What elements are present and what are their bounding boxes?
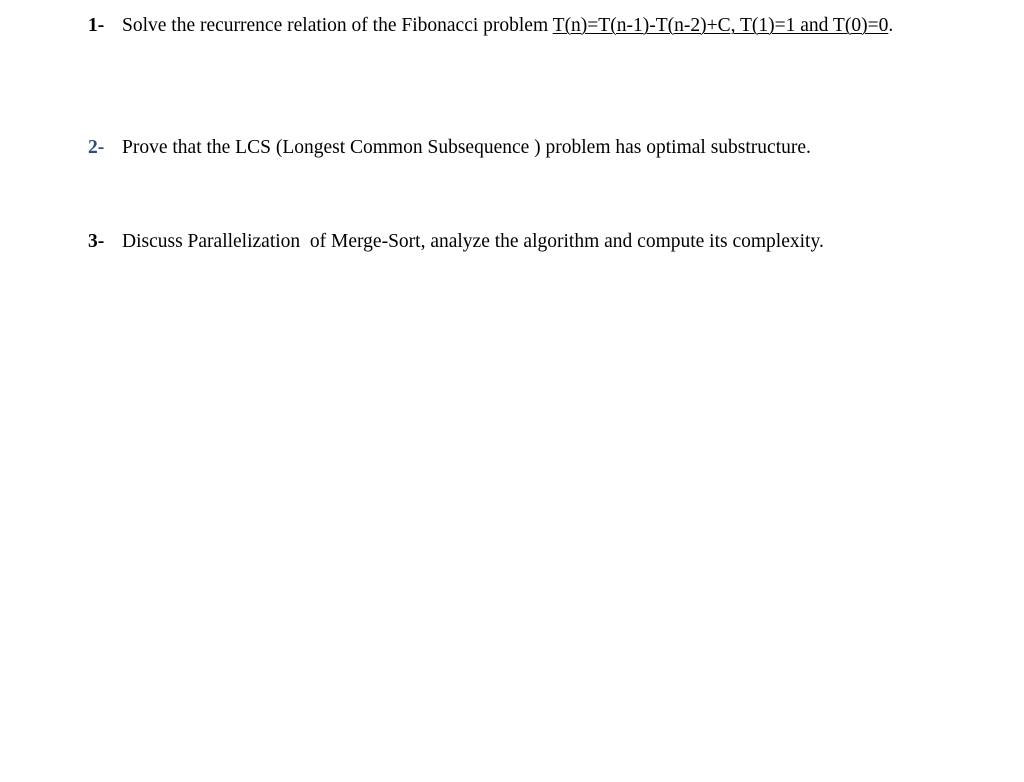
recurrence-formula: T(n)=T(n-1)-T(n-2)+C, T(1)=1 and T(0)=0 [552, 15, 889, 36]
question-number: 2- [88, 137, 105, 158]
question-text [122, 12, 922, 39]
question-2 [88, 134, 988, 161]
question-1 [88, 12, 988, 39]
question-text-end: . [888, 15, 894, 36]
question-text: Prove that the LCS (Longest Common Subsequence ) problem has optimal substructure. [122, 137, 811, 158]
question-number: 1- [88, 15, 105, 36]
question-number: 3- [88, 231, 105, 252]
question-text: Discuss Parallelization of Merge-Sort, analyze the algorithm and compute its complexity. [122, 231, 824, 252]
question-3 [88, 228, 988, 255]
question-text-main: Solve the recurrence relation of the Fibonacci problem [122, 15, 553, 36]
